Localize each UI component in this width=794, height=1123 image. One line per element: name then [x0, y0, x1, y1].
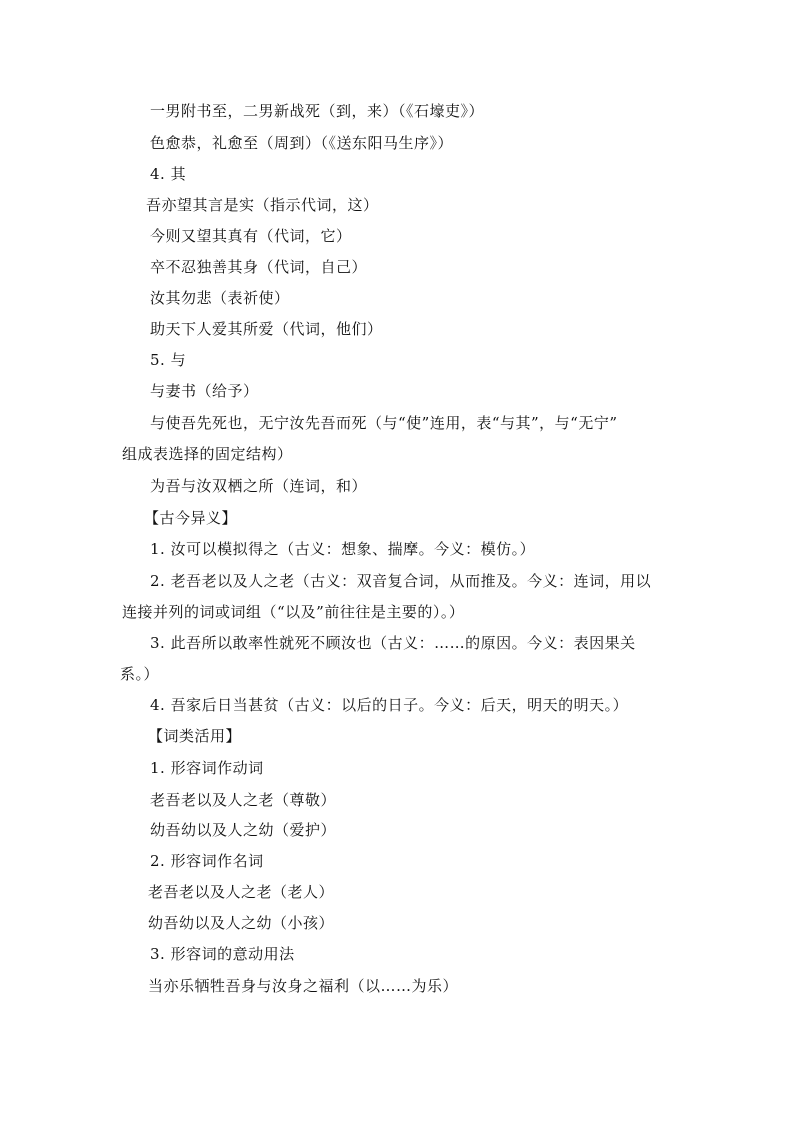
- text-line: 当亦乐牺牲吾身与汝身之福利（以……为乐）: [148, 977, 459, 995]
- text-line: 4. 吾家后日当甚贫（古义：以后的日子。今义：后天，明天的明天。）: [150, 696, 629, 714]
- subsection-heading: 3. 形容词的意动用法: [150, 945, 295, 963]
- text-line: 1. 汝可以模拟得之（古义：想象、揣摩。今义：模仿。）: [150, 540, 536, 558]
- heading-gujin-yiyi: 【古今异义】: [144, 509, 238, 527]
- section-heading-qi: 4. 其: [150, 165, 187, 183]
- text-line: 汝其勿悲（表祈使）: [150, 289, 290, 307]
- text-line: 幼吾幼以及人之幼（小孩）: [148, 914, 335, 932]
- text-line: 卒不忍独善其身（代词，自己）: [150, 258, 368, 276]
- text-line: 与使吾先死也，无宁汝先吾而死（与“使”连用，表“与其”，与“无宁”: [150, 414, 618, 432]
- section-heading-yu: 5. 与: [150, 351, 187, 369]
- text-line: 助天下人爱其所爱（代词，他们）: [150, 320, 383, 338]
- text-line: 系。）: [120, 665, 160, 683]
- text-line: 今则又望其真有（代词，它）: [150, 227, 352, 245]
- text-line: 3. 此吾所以敢率性就死不顾汝也（古义：……的原因。今义：表因果关: [150, 634, 636, 652]
- text-line: 老吾老以及人之老（尊敬）: [150, 791, 337, 809]
- subsection-heading: 2. 形容词作名词: [150, 852, 264, 870]
- text-line: 老吾老以及人之老（老人）: [148, 883, 335, 901]
- text-line: 为吾与汝双栖之所（连词，和）: [150, 477, 368, 495]
- text-line: 幼吾幼以及人之幼（爱护）: [150, 821, 337, 839]
- text-line: 组成表选择的固定结构）: [122, 445, 293, 463]
- text-line: 连接并列的词或词组（“以及”前往往是主要的）。）: [122, 603, 465, 621]
- text-line: 与妻书（给予）: [150, 382, 259, 400]
- heading-cilei-huoyong: 【词类活用】: [148, 727, 242, 745]
- subsection-heading: 1. 形容词作动词: [150, 759, 264, 777]
- text-line: 一男附书至，二男新战死（到，来）（《石壕吏》）: [150, 102, 485, 120]
- text-line: 色愈恭，礼愈至（周到）（《送东阳马生序》）: [150, 134, 454, 152]
- text-line: 吾亦望其言是实（指示代词，这）: [146, 196, 379, 214]
- text-line: 2. 老吾老以及人之老（古义：双音复合词，从而推及。今义：连词，用以: [150, 572, 652, 590]
